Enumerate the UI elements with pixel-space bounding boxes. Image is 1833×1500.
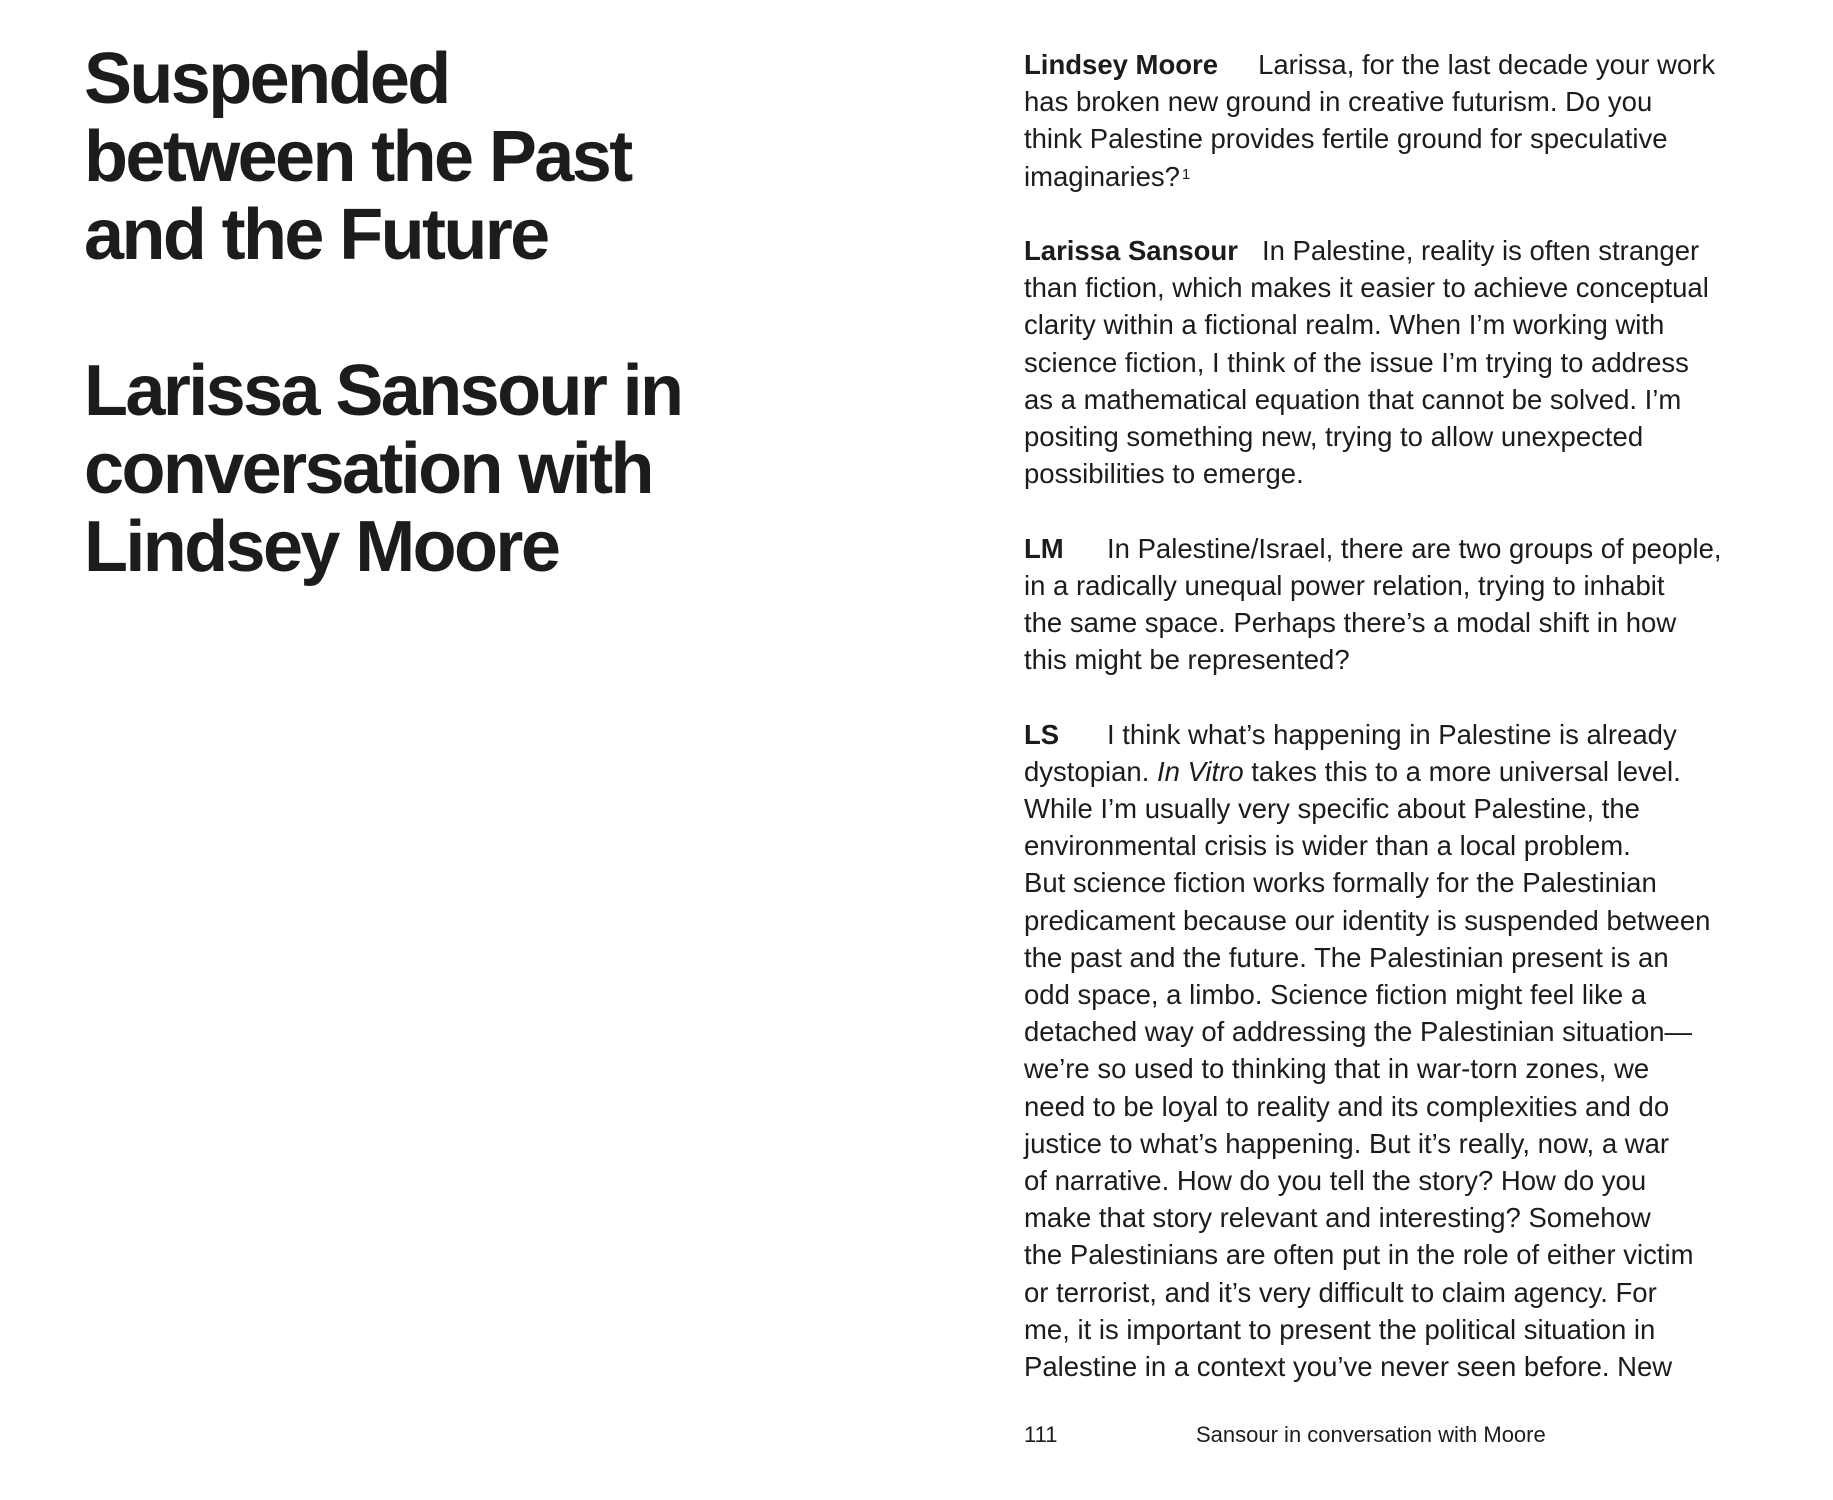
- speaker-name: Larissa Sansour: [1024, 235, 1238, 266]
- paragraph-line: Palestine in a context you’ve never seen before. New: [1024, 1351, 1673, 1383]
- paragraph-spacer: [1024, 678, 1784, 715]
- film-title: In Vitro: [1157, 755, 1244, 787]
- paragraph-line: [1024, 46, 1784, 83]
- paragraph-line: the past and the future. The Palestinian present is an: [1024, 941, 1669, 973]
- paragraph-line: think Palestine provides fertile ground for speculative: [1024, 123, 1668, 155]
- paragraph-line: make that story relevant and interesting? Somehow: [1024, 1202, 1651, 1234]
- paragraph-line: justice to what’s happening. But it’s really, now, a war: [1024, 1127, 1670, 1159]
- paragraph-line: [1024, 716, 1784, 753]
- paragraph-line: But science fiction works formally for the Palestinian: [1024, 867, 1657, 899]
- paragraph-line: science fiction, I think of the issue I’m trying to address: [1024, 346, 1689, 378]
- page-footer: [1024, 1421, 1546, 1449]
- paragraph-text: takes this to a more universal level.: [1251, 755, 1681, 787]
- paragraph-line: the Palestinians are often put in the role of either victim: [1024, 1239, 1694, 1271]
- paragraph-line: of narrative. How do you tell the story? How do you: [1024, 1165, 1647, 1197]
- paragraph-line: need to be loyal to reality and its complexities and do: [1024, 1090, 1670, 1122]
- main-title-line: and the Future: [84, 195, 548, 275]
- paragraph-line: the same space. Perhaps there’s a modal shift in how: [1024, 607, 1677, 639]
- paragraph-line: [1024, 158, 1784, 195]
- right-page: [916, 0, 1833, 1500]
- paragraph-line: we’re so used to thinking that in war-torn zones, we: [1024, 1053, 1650, 1085]
- subtitle-line: Larissa Sansour in: [84, 351, 682, 431]
- paragraph-line: detached way of addressing the Palestinian situation—: [1024, 1016, 1693, 1048]
- paragraph-text: dystopian.: [1024, 755, 1150, 787]
- paragraph-line: as a mathematical equation that cannot be solved. I’m: [1024, 383, 1682, 415]
- paragraph-line: positing something new, trying to allow unexpected: [1024, 421, 1644, 453]
- paragraph-line: this might be represented?: [1024, 644, 1350, 676]
- paragraph-line: clarity within a fictional realm. When I’m working with: [1024, 309, 1665, 341]
- paragraph-line: odd space, a limbo. Science fiction might feel like a: [1024, 979, 1647, 1011]
- paragraph-line: than fiction, which makes it easier to achieve conceptual: [1024, 272, 1709, 304]
- paragraph-line: or terrorist, and it’s very difficult to claim agency. For: [1024, 1276, 1657, 1308]
- paragraph-text: In Palestine/Israel, there are two groups of people,: [1107, 532, 1722, 564]
- paragraph-spacer: [1024, 195, 1784, 232]
- paragraph-spacer: [1024, 492, 1784, 529]
- paragraph-line: me, it is important to present the political situation in: [1024, 1313, 1656, 1345]
- paragraph-line: [1024, 232, 1784, 269]
- main-title-line: Suspended: [84, 39, 449, 119]
- paragraph-line: [1024, 753, 1784, 790]
- interview-body: [1024, 46, 1784, 1385]
- page-number: 111: [1024, 1422, 1058, 1447]
- paragraph-line: While I’m usually very specific about Palestine, the: [1024, 793, 1640, 825]
- speaker-initials: LS: [1024, 718, 1060, 750]
- paragraph-line: [1024, 530, 1784, 567]
- subtitle-line: Lindsey Moore: [84, 507, 559, 587]
- paragraph-line: in a radically unequal power relation, trying to inhabit: [1024, 569, 1665, 601]
- paragraph-line: environmental crisis is wider than a local problem.: [1024, 830, 1631, 862]
- title-spacer: [84, 274, 844, 352]
- paragraph-line: has broken new ground in creative futurism. Do you: [1024, 86, 1653, 118]
- left-page: [0, 0, 916, 1500]
- paragraph-text: I think what’s happening in Palestine is already: [1107, 718, 1677, 750]
- title-block: [84, 40, 844, 586]
- running-head: Sansour in conversation with Moore: [1196, 1422, 1546, 1447]
- paragraph-text: In Palestine, reality is often stranger: [1261, 235, 1700, 266]
- paragraph-text: Larissa, for the last decade your work: [1258, 49, 1716, 80]
- main-title-line: between the Past: [84, 117, 631, 197]
- paragraph-line: predicament because our identity is suspended between: [1024, 904, 1711, 936]
- speaker-initials: LM: [1024, 532, 1064, 564]
- speaker-name: Lindsey Moore: [1024, 49, 1219, 80]
- footnote-marker: 1: [1181, 165, 1191, 183]
- subtitle-line: conversation with: [84, 429, 652, 509]
- paragraph-line: possibilities to emerge.: [1024, 458, 1304, 490]
- paragraph-text: imaginaries?: [1024, 160, 1180, 192]
